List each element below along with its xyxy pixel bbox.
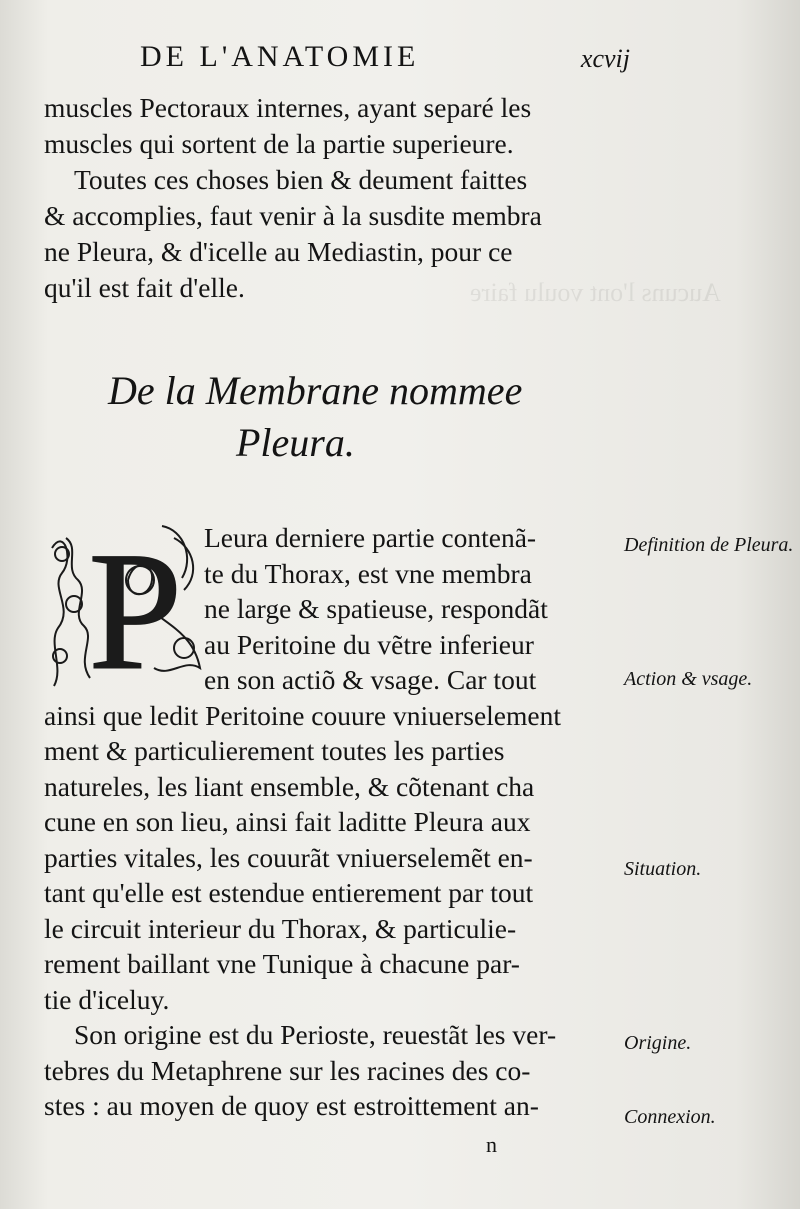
heading-line-2: Pleura. [236, 420, 355, 465]
text-line: au Peritoine du vẽtre inferieur [204, 628, 534, 660]
heading-line-1: De la Membrane nommee [108, 368, 523, 413]
margin-note-origine: Origine. [624, 1032, 692, 1054]
text-line: rement baillant vne Tunique à chacune par- [44, 948, 520, 979]
margin-note-action: Action & vsage. [624, 668, 753, 690]
text-line: Leura derniere partie contenã- [204, 522, 537, 553]
text-line: ment & particulierement toutes les parties [44, 735, 505, 766]
text-line: Son origine est du Perioste, reuestãt les ver- [74, 1019, 557, 1050]
text-line: muscles qui sortent de la partie superieure. [44, 128, 514, 159]
text-line: natureles, les liant ensemble, & cõtenant cha [44, 770, 535, 802]
margin-note-connexion: Connexion. [624, 1106, 716, 1128]
text-line: & accomplies, faut venir à la susdite membra [44, 200, 542, 231]
text-line: te du Thorax, est vne membra [204, 557, 532, 589]
text-line: Toutes ces choses bien & deument faittes [74, 164, 528, 195]
text-line: qu'il est fait d'elle. [44, 272, 245, 303]
pleura-section-body [44, 520, 624, 1124]
running-title: DE L'ANATOMIE [140, 40, 420, 73]
text-line: en son actiõ & vsage. Car tout [204, 664, 537, 695]
text-line: tebres du Metaphrene sur les racines des co- [44, 1054, 531, 1086]
bleed-through: Aucuns l'ont voulu faire [470, 278, 721, 307]
text-line: parties vitales, les couurãt vniuerselemẽt en- [44, 841, 533, 873]
text-line: ainsi que ledit Peritoine couure vniuerselement [44, 699, 561, 731]
text-line: cune en son lieu, ainsi fait laditte Pleura aux [44, 806, 531, 837]
folio-number: xcvij [580, 44, 630, 73]
text-line: muscles Pectoraux internes, ayant separé les [44, 92, 532, 123]
page-header [140, 40, 630, 84]
text-line: ne large & spatieuse, respondãt [204, 593, 548, 624]
dropcap-letter: P [88, 518, 183, 690]
text-line: ne Pleura, & d'icelle au Mediastin, pour ce [44, 236, 513, 267]
top-paragraphs [44, 90, 624, 306]
margin-note-situation: Situation. [624, 858, 702, 880]
text-line: tant qu'elle est estendue entierement par tout [44, 877, 534, 908]
margin-note-definition: Definition de Pleura. [624, 534, 794, 556]
text-line: le circuit interieur du Thorax, & particulie- [44, 912, 517, 944]
text-line: stes : au moyen de quoy est estroittement an- [44, 1090, 539, 1121]
section-heading [108, 365, 568, 469]
signature-mark: n [486, 1132, 497, 1157]
text-line: tie d'iceluy. [44, 983, 170, 1015]
